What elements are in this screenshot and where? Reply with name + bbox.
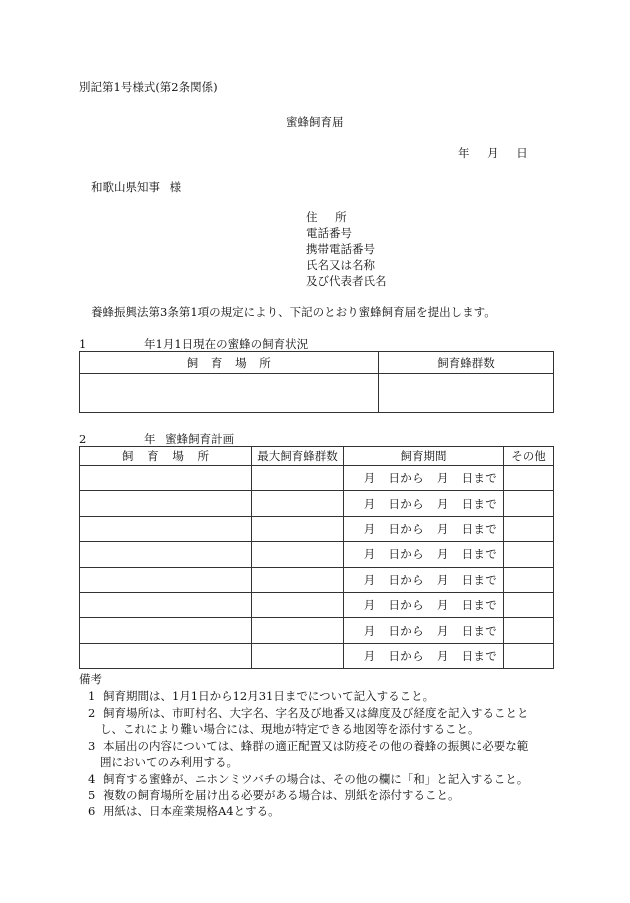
location-cell[interactable] (80, 466, 252, 491)
column-header-colonies: 飼育蜂群数 (379, 352, 554, 374)
column-header-location: 飼 育 場 所 (80, 447, 252, 466)
location-cell[interactable] (80, 491, 252, 516)
period-cell[interactable]: 月 日から 月 日まで (344, 491, 504, 516)
period-cell[interactable]: 月 日から 月 日まで (344, 592, 504, 617)
location-cell[interactable] (80, 542, 252, 567)
max-colonies-cell[interactable] (252, 592, 344, 617)
location-cell[interactable] (80, 592, 252, 617)
max-colonies-cell[interactable] (252, 516, 344, 541)
column-header-other: その他 (504, 447, 554, 466)
section1-number: 1 (79, 337, 87, 351)
max-colonies-cell[interactable] (252, 466, 344, 491)
location-cell[interactable] (80, 567, 252, 592)
table-row (80, 618, 554, 643)
max-colonies-cell[interactable] (252, 542, 344, 567)
plan-table (79, 446, 554, 669)
column-header-period: 飼育期間 (344, 447, 504, 466)
period-cell[interactable]: 月 日から 月 日まで (344, 618, 504, 643)
date-line: 年 月 日 (458, 146, 528, 160)
other-cell[interactable] (504, 542, 554, 567)
applicant-phone-label: 電話番号 (306, 226, 352, 240)
table-row (80, 516, 554, 541)
note-item: 1 飼育期間は、1月1日から12月31日までについて記入すること。 (88, 689, 435, 703)
other-cell[interactable] (504, 491, 554, 516)
note-item: 6 用紙は、日本産業規格A4とする。 (88, 804, 280, 818)
section1-heading: 年1月1日現在の蜜蜂の飼育状況 (144, 337, 309, 351)
current-status-table (79, 351, 554, 413)
period-cell[interactable]: 月 日から 月 日まで (344, 643, 504, 668)
max-colonies-cell[interactable] (252, 491, 344, 516)
applicant-name-label: 氏名又は名称 (306, 258, 375, 272)
section2-heading: 年 蜜蜂飼育計画 (144, 432, 235, 446)
note-item: 2 飼育場所は、市町村名、大字名、字名及び地番又は緯度及び経度を記入することと (88, 706, 529, 720)
applicant-mobile-label: 携帯電話番号 (306, 242, 375, 256)
max-colonies-cell[interactable] (252, 643, 344, 668)
location-cell[interactable] (80, 618, 252, 643)
note-item: 4 飼育する蜜蜂が、ニホンミツバチの場合は、その他の欄に「和」と記入すること。 (88, 772, 529, 786)
form-label: 別記第1号様式(第2条関係) (79, 80, 218, 94)
section2-number: 2 (79, 432, 87, 446)
location-cell[interactable] (80, 516, 252, 541)
note-item: 5 複数の飼育場所を届け出る必要がある場合は、別紙を添付すること。 (88, 788, 460, 802)
period-cell[interactable]: 月 日から 月 日まで (344, 542, 504, 567)
applicant-address-label: 住 所 (306, 210, 347, 224)
note-item-continuation: 囲においてのみ利用する。 (100, 755, 238, 769)
note-item: 3 本届出の内容については、蜂群の適正配置又は防疫その他の養蜂の振興に必要な範 (88, 739, 529, 753)
table-row (80, 643, 554, 668)
applicant-representative-label: 及び代表者氏名 (306, 274, 387, 288)
other-cell[interactable] (504, 516, 554, 541)
notes-heading: 備考 (79, 672, 102, 686)
table-row (80, 592, 554, 617)
period-cell[interactable]: 月 日から 月 日まで (344, 567, 504, 592)
other-cell[interactable] (504, 643, 554, 668)
max-colonies-cell[interactable] (252, 618, 344, 643)
table-row (80, 491, 554, 516)
column-header-location: 飼 育 場 所 (80, 352, 379, 374)
table-row (80, 542, 554, 567)
other-cell[interactable] (504, 567, 554, 592)
other-cell[interactable] (504, 618, 554, 643)
location-cell[interactable] (80, 643, 252, 668)
period-cell[interactable]: 月 日から 月 日まで (344, 516, 504, 541)
table-row (80, 466, 554, 491)
page-title: 蜜蜂飼育届 (286, 115, 344, 129)
table-row (80, 374, 554, 413)
table-row (80, 567, 554, 592)
period-cell[interactable]: 月 日から 月 日まで (344, 466, 504, 491)
other-cell[interactable] (504, 466, 554, 491)
location-cell[interactable] (80, 374, 379, 413)
statement: 養蜂振興法第3条第1項の規定により、下記のとおり蜜蜂飼育届を提出します。 (91, 305, 496, 319)
other-cell[interactable] (504, 592, 554, 617)
addressee: 和歌山県知事 様 (91, 180, 182, 194)
column-header-max-colonies: 最大飼育蜂群数 (252, 447, 344, 466)
max-colonies-cell[interactable] (252, 567, 344, 592)
colonies-cell[interactable] (379, 374, 554, 413)
note-item-continuation: し、これにより難い場合には、現地が特定できる地図等を添付すること。 (100, 722, 480, 736)
